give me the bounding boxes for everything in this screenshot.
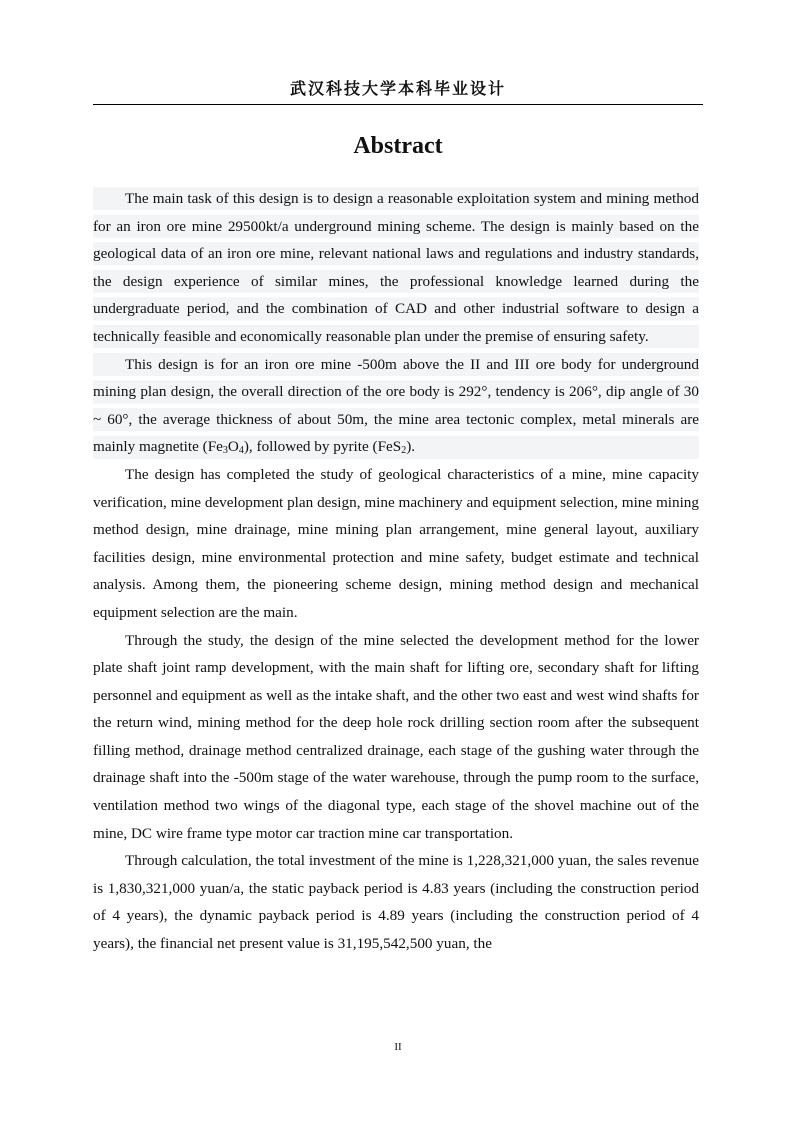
paragraph-5: Through calculation, the total investment of the mine is 1,228,321,000 yuan, the sales revenue is 1,830,321,000 yuan/a, the static payback period is 4.83 years (including the construction period of 4 years), the dynamic payback period is 4.89 years (including the construction period of 4 years), the financial net present value is 31,195,542,500 yuan, the — [93, 852, 699, 953]
subscript: 3 — [222, 445, 228, 457]
paragraph-2-text: O — [227, 438, 239, 456]
paragraph-2-text: This design is for an iron ore mine -500m above the II and III ore body for underground mining plan design, the overall direction of the ore body is 292°, tendency is 206°, dip angle of 30 ~ 60°, the average thickness of about 50m, the mine area tectonic complex, metal minerals are mainly magnetite (Fe — [93, 355, 699, 456]
paragraph-4: Through the study, the design of the mine selected the development method for the lower plate shaft joint ramp development, with the main shaft for lifting ore, secondary shaft for lifting personnel and equipment as well as the intake shaft, and the other two east and west wind shafts for the return wind, mining method for the deep hole rock drilling section room after the subsequent filling method, drainage method centralized drainage, each stage of the gushing water through the drainage shaft into the -500m stage of the water warehouse, through the pump room to the surface, ventilation method two wings of the diagonal type, each stage of the shovel machine out of the mine, DC wire frame type motor car traction mine car transportation. — [93, 631, 699, 842]
abstract-body — [93, 185, 699, 958]
abstract-title: Abstract — [353, 133, 443, 159]
subscript: 4 — [238, 445, 244, 457]
paragraph-1: The main task of this design is to design a reasonable exploitation system and mining method for an iron ore mine 29500kt/a underground mining scheme. The design is mainly based on the geological data of an iron ore mine, relevant national laws and regulations and industry standards, the design experience of similar mines, the professional knowledge learned during the undergraduate period, and the combination of CAD and other industrial software to design a technically feasible and economically reasonable plan under the premise of ensuring safety. — [93, 185, 699, 351]
page-header: 武汉科技大学本科毕业设计 — [289, 79, 506, 98]
subscript: 2 — [401, 445, 407, 457]
paragraph-2-text: ), followed by pyrite (FeS — [243, 438, 402, 456]
header-rule — [93, 104, 703, 105]
paragraph-2-text: ). — [406, 438, 416, 456]
paragraph-3: The design has completed the study of geological characteristics of a mine, mine capacity verification, mine development plan design, mine machinery and equipment selection, mine mining method design, mine drainage, mine mining plan arrangement, mine general layout, auxiliary facilities design, mine environmental protection and mine safety, budget estimate and technical analysis. Among them, the pioneering scheme design, mining method design and mechanical equipment selection are the main. — [93, 465, 699, 621]
page-number: II — [394, 1041, 402, 1053]
paragraph-2 — [93, 351, 699, 461]
